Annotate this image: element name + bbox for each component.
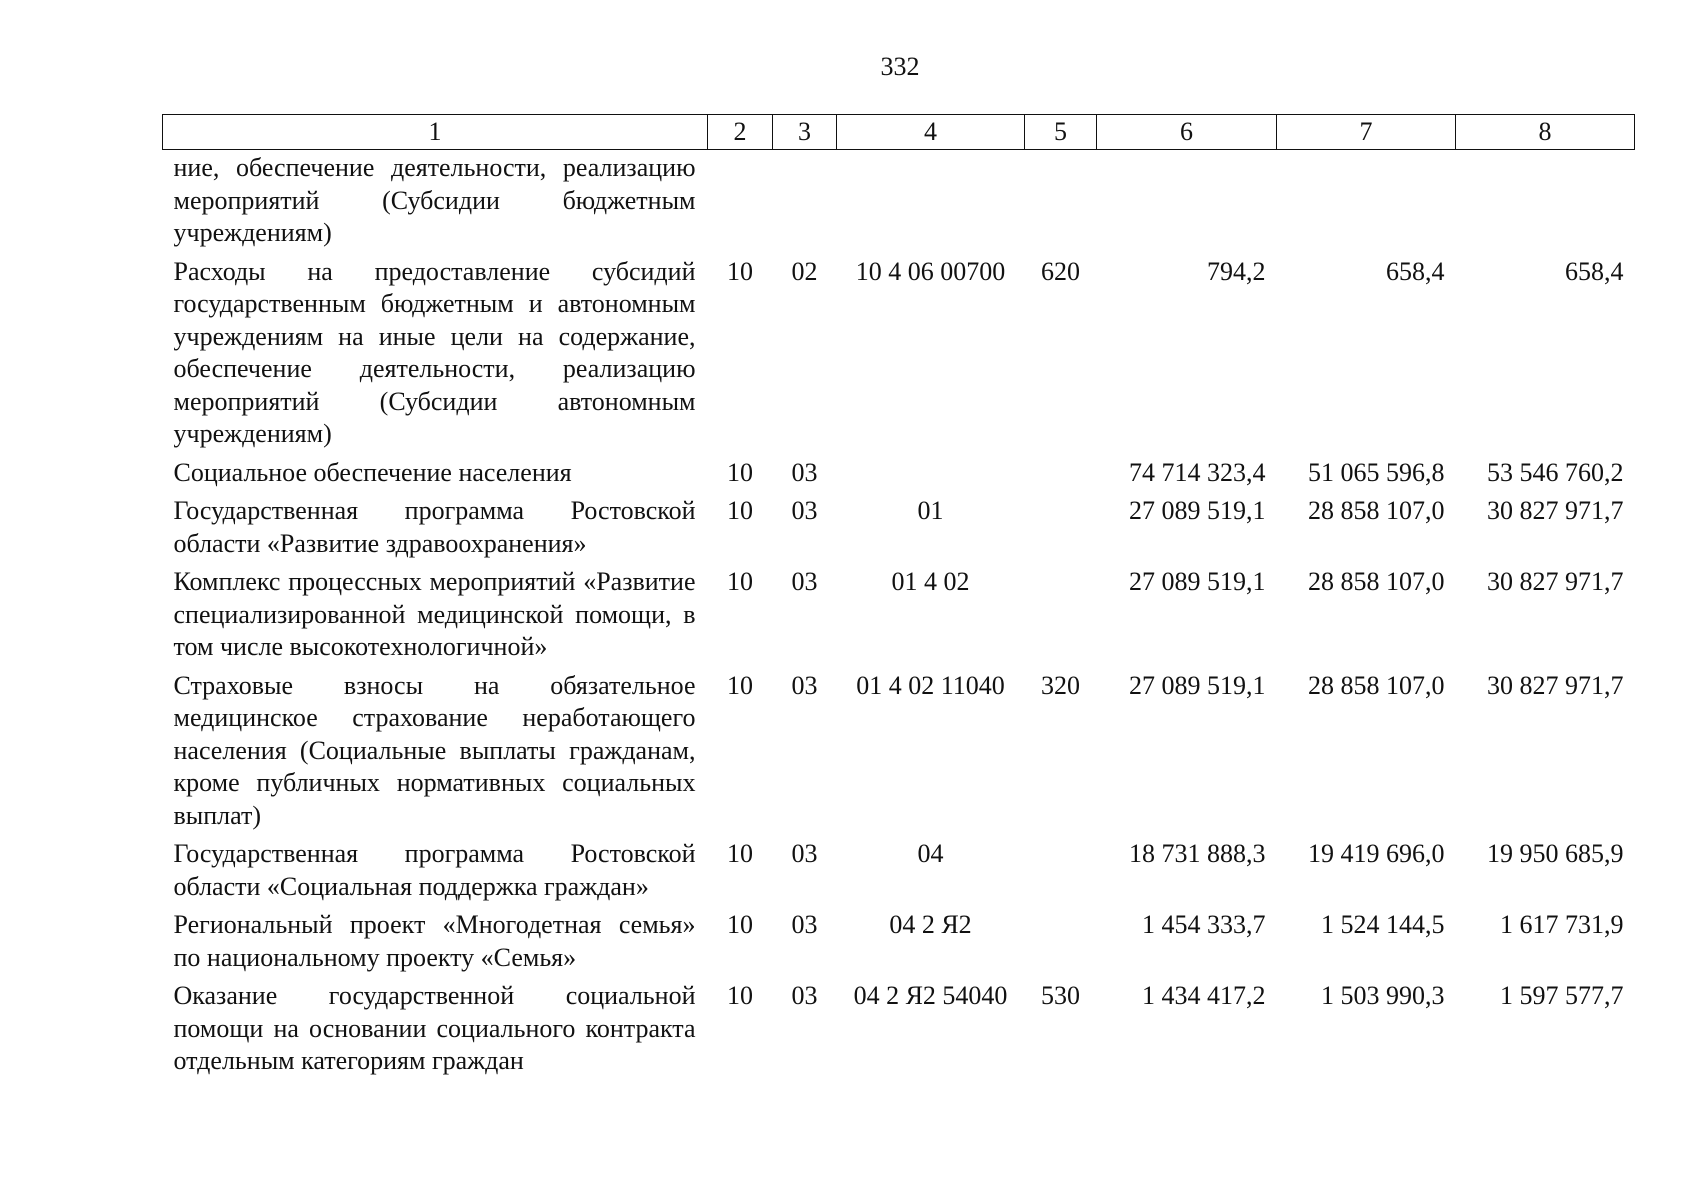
row-amount-col-7: 19 419 696,0	[1308, 839, 1445, 868]
row-amount-col-6: 27 089 519,1	[1129, 670, 1266, 700]
row-amount-col-6: 794,2	[1207, 256, 1266, 286]
row-amount-col-8: 19 950 685,9	[1487, 839, 1624, 868]
row-target-article: 01 4 02	[891, 567, 970, 596]
row-subsection: 03	[791, 496, 818, 525]
row-section: 10	[727, 496, 753, 525]
row-amount-col-8: 30 827 971,7	[1487, 496, 1624, 525]
row-amount-col-8: 658,4	[1565, 256, 1624, 286]
row-expense-type	[1025, 566, 1097, 670]
row-name: Региональный проект «Многодетная семья» по национальному проекту «Семья»	[173, 910, 696, 972]
row-subsection: 03	[791, 839, 818, 868]
table-row	[163, 150, 1635, 256]
header-col-2: 2	[708, 115, 773, 150]
row-amount-col-6: 18 731 888,3	[1129, 839, 1266, 868]
row-target-article: 01 4 02 11040	[856, 670, 1005, 700]
row-amount-col-6: 1 454 333,7	[1142, 910, 1266, 939]
table-row	[163, 495, 1635, 566]
row-amount-col-7: 28 858 107,0	[1308, 670, 1445, 700]
row-target-article: 01	[917, 496, 944, 525]
row-amount-col-8: 1 597 577,7	[1500, 981, 1624, 1010]
budget-table	[162, 114, 1635, 1084]
row-name: Расходы на предоставление субсидий государственным бюджетным и автономным учреждениям на иные цели на содержание, обеспечение деятельности, реализацию мероприятий (Субсидии автономным учреждениям)	[173, 256, 696, 448]
row-amount-col-7: 1 503 990,3	[1321, 981, 1445, 1010]
header-col-7: 7	[1277, 115, 1456, 150]
table-row	[163, 457, 1635, 496]
row-target-article: 04 2 Я2 54040	[853, 981, 1008, 1010]
table-row	[163, 256, 1635, 457]
row-amount-col-8	[1456, 150, 1635, 256]
row-amount-col-7	[1277, 150, 1456, 256]
table-header	[163, 115, 1635, 150]
row-name: Комплекс процессных мероприятий «Развитие специализированной медицинской помощи, в том числе высокотехнологичной»	[173, 567, 696, 661]
page-number: 332	[880, 52, 920, 81]
row-amount-col-7: 28 858 107,0	[1308, 496, 1445, 525]
row-subsection: 03	[791, 981, 818, 1010]
row-amount-col-7: 1 524 144,5	[1321, 910, 1445, 939]
row-expense-type: 530	[1041, 981, 1080, 1010]
row-section: 10	[727, 256, 753, 286]
header-col-8: 8	[1456, 115, 1635, 150]
row-section: 10	[727, 981, 753, 1010]
row-amount-col-6: 1 434 417,2	[1142, 981, 1266, 1010]
row-subsection: 03	[791, 457, 818, 487]
header-col-3: 3	[773, 115, 837, 150]
row-target-article	[837, 150, 1025, 256]
row-subsection	[773, 150, 837, 256]
row-expense-type	[1025, 150, 1097, 256]
row-amount-col-6: 27 089 519,1	[1129, 567, 1266, 596]
row-subsection: 03	[791, 567, 818, 596]
row-name: ние, обеспечение деятельности, реализацию мероприятий (Субсидии бюджетным учреждениям)	[173, 153, 696, 247]
row-section: 10	[727, 567, 753, 596]
row-amount-col-6: 27 089 519,1	[1129, 496, 1266, 525]
header-col-5: 5	[1025, 115, 1097, 150]
row-name: Оказание государственной социальной помощи на основании социального контракта отдельным категориям граждан	[173, 981, 696, 1075]
row-amount-col-7: 658,4	[1386, 256, 1445, 286]
row-name: Социальное обеспечение населения	[173, 457, 572, 487]
row-amount-col-8: 30 827 971,7	[1487, 567, 1624, 596]
row-section: 10	[727, 839, 753, 868]
row-expense-type	[1025, 457, 1097, 496]
table-row	[163, 670, 1635, 839]
row-expense-type: 620	[1041, 256, 1080, 286]
row-name: Страховые взносы на обязательное медицинское страхование неработающего населения (Социальные выплаты гражданам, кроме публичных нормативных социальных выплат)	[173, 670, 696, 830]
row-amount-col-7: 51 065 596,8	[1308, 457, 1445, 487]
table-row	[163, 838, 1635, 909]
row-expense-type	[1025, 495, 1097, 566]
table-row	[163, 566, 1635, 670]
row-name: Государственная программа Ростовской области «Развитие здравоохранения»	[173, 496, 696, 558]
row-amount-col-8: 53 546 760,2	[1487, 457, 1624, 487]
row-subsection: 03	[791, 910, 818, 939]
row-target-article: 04 2 Я2	[889, 910, 972, 939]
row-section: 10	[727, 910, 753, 939]
table-row	[163, 980, 1635, 1084]
row-amount-col-6	[1097, 150, 1277, 256]
row-target-article: 10 4 06 00700	[855, 256, 1006, 286]
table-row	[163, 909, 1635, 980]
row-amount-col-7: 28 858 107,0	[1308, 567, 1445, 596]
row-subsection: 03	[791, 670, 818, 700]
header-col-1: 1	[163, 115, 708, 150]
header-col-4: 4	[837, 115, 1025, 150]
row-section	[708, 150, 773, 256]
header-row	[163, 115, 1635, 150]
row-expense-type	[1025, 838, 1097, 909]
header-col-6: 6	[1097, 115, 1277, 150]
row-amount-col-8: 30 827 971,7	[1487, 670, 1624, 700]
table-body	[163, 150, 1635, 1084]
row-name: Государственная программа Ростовской области «Социальная поддержка граждан»	[173, 839, 696, 901]
row-section: 10	[727, 670, 753, 700]
row-target-article	[837, 457, 1025, 496]
row-subsection: 02	[791, 256, 818, 286]
row-section: 10	[727, 457, 753, 487]
row-target-article: 04	[917, 839, 944, 868]
row-amount-col-6: 74 714 323,4	[1129, 457, 1266, 487]
row-amount-col-8: 1 617 731,9	[1500, 910, 1624, 939]
row-expense-type	[1025, 909, 1097, 980]
row-expense-type: 320	[1041, 670, 1080, 700]
